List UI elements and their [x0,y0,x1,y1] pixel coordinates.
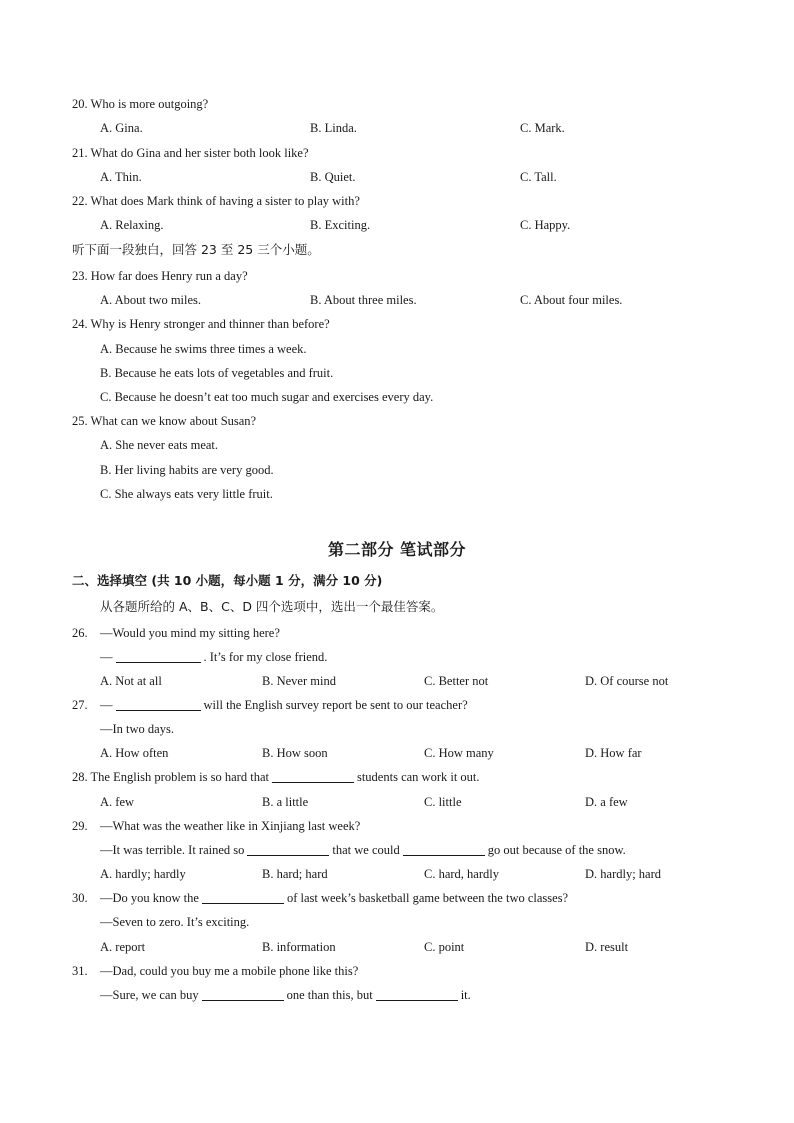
q30-option-a: A. report [100,940,146,954]
q26-option-c: C. Better not [424,674,489,688]
q20-option-c: C. Mark. [520,121,565,135]
q23-option-a: A. About two miles. [100,293,202,307]
q28-option-b: B. a little [262,795,309,809]
answer-blank [403,843,485,856]
question-25: 25. What can we know about Susan? [72,414,257,428]
q23-option-c: C. About four miles. [520,293,623,307]
q26-number: 26. [72,626,88,640]
q30-number: 30. [72,891,88,905]
q28-line: 28. The English problem is so hard that students can work it out. [72,770,480,784]
q29-number: 29. [72,819,88,833]
q27-line2: —In two days. [100,722,174,736]
q29-option-b: B. hard; hard [262,867,328,881]
q29-option-c: C. hard, hardly [424,867,499,881]
question-22: 22. What does Mark think of having a sister to play with? [72,194,360,208]
question-23: 23. How far does Henry run a day? [72,269,248,283]
q30-line1: —Do you know the of last week’s basketball game between the two classes? [100,891,569,905]
q30-option-b: B. information [262,940,336,954]
answer-blank [116,650,201,663]
q25-option-a: A. She never eats meat. [100,438,219,452]
monologue-intro: 听下面一段独白，回答 23 至 25 三个小题。 [72,242,320,257]
q29-option-a: A. hardly; hardly [100,867,186,881]
q26-option-a: A. Not at all [100,674,162,688]
q21-option-b: B. Quiet. [310,170,356,184]
q27-option-a: A. How often [100,746,169,760]
q27-option-b: B. How soon [262,746,328,760]
q20-option-b: B. Linda. [310,121,357,135]
q25-option-b: B. Her living habits are very good. [100,463,274,477]
q25-option-c: C. She always eats very little fruit. [100,487,273,501]
answer-blank [247,843,329,856]
q30-option-d: D. result [585,940,629,954]
q22-option-a: A. Relaxing. [100,218,164,232]
q22-option-c: C. Happy. [520,218,571,232]
q31-line2: —Sure, we can buy one than this, but it. [100,988,471,1002]
q23-option-b: B. About three miles. [310,293,417,307]
question-20: 20. Who is more outgoing? [72,97,209,111]
q29-line1: —What was the weather like in Xinjiang last week? [100,819,361,833]
q27-option-c: C. How many [424,746,494,760]
answer-blank [202,891,284,904]
q24-option-a: A. Because he swims three times a week. [100,342,307,356]
q27-line1: — will the English survey report be sent to our teacher? [100,698,468,712]
q21-option-c: C. Tall. [520,170,557,184]
answer-blank [272,770,354,783]
q30-option-c: C. point [424,940,465,954]
q26-line1: —Would you mind my sitting here? [100,626,280,640]
q26-option-b: B. Never mind [262,674,336,688]
q24-option-b: B. Because he eats lots of vegetables and fruit. [100,366,334,380]
q29-option-d: D. hardly; hard [585,867,662,881]
q27-number: 27. [72,698,88,712]
q31-number: 31. [72,964,88,978]
section-title: 二、选择填空 (共 10 小题，每小题 1 分，满分 10 分) [72,573,383,588]
q30-line2: —Seven to zero. It’s exciting. [100,915,250,929]
q28-option-a: A. few [100,795,135,809]
answer-blank [202,988,284,1001]
question-24: 24. Why is Henry stronger and thinner than before? [72,317,330,331]
q24-option-c: C. Because he doesn’t eat too much sugar and exercises every day. [100,390,434,404]
question-21: 21. What do Gina and her sister both look like? [72,146,309,160]
q22-option-b: B. Exciting. [310,218,371,232]
part-two-heading: 第二部分 笔试部分 [327,540,467,559]
q31-line1: —Dad, could you buy me a mobile phone like this? [100,964,359,978]
section-instruction: 从各题所给的 A、B、C、D 四个选项中，选出一个最佳答案。 [100,599,444,614]
q29-line2: —It was terrible. It rained so that we could go out because of the snow. [100,843,626,857]
q28-option-d: D. a few [585,795,628,809]
answer-blank [116,698,201,711]
q28-option-c: C. little [424,795,462,809]
q26-line2: — . It’s for my close friend. [100,650,328,664]
q21-option-a: A. Thin. [100,170,142,184]
q26-option-d: D. Of course not [585,674,669,688]
q27-option-d: D. How far [585,746,642,760]
q20-option-a: A. Gina. [100,121,143,135]
answer-blank [376,988,458,1001]
